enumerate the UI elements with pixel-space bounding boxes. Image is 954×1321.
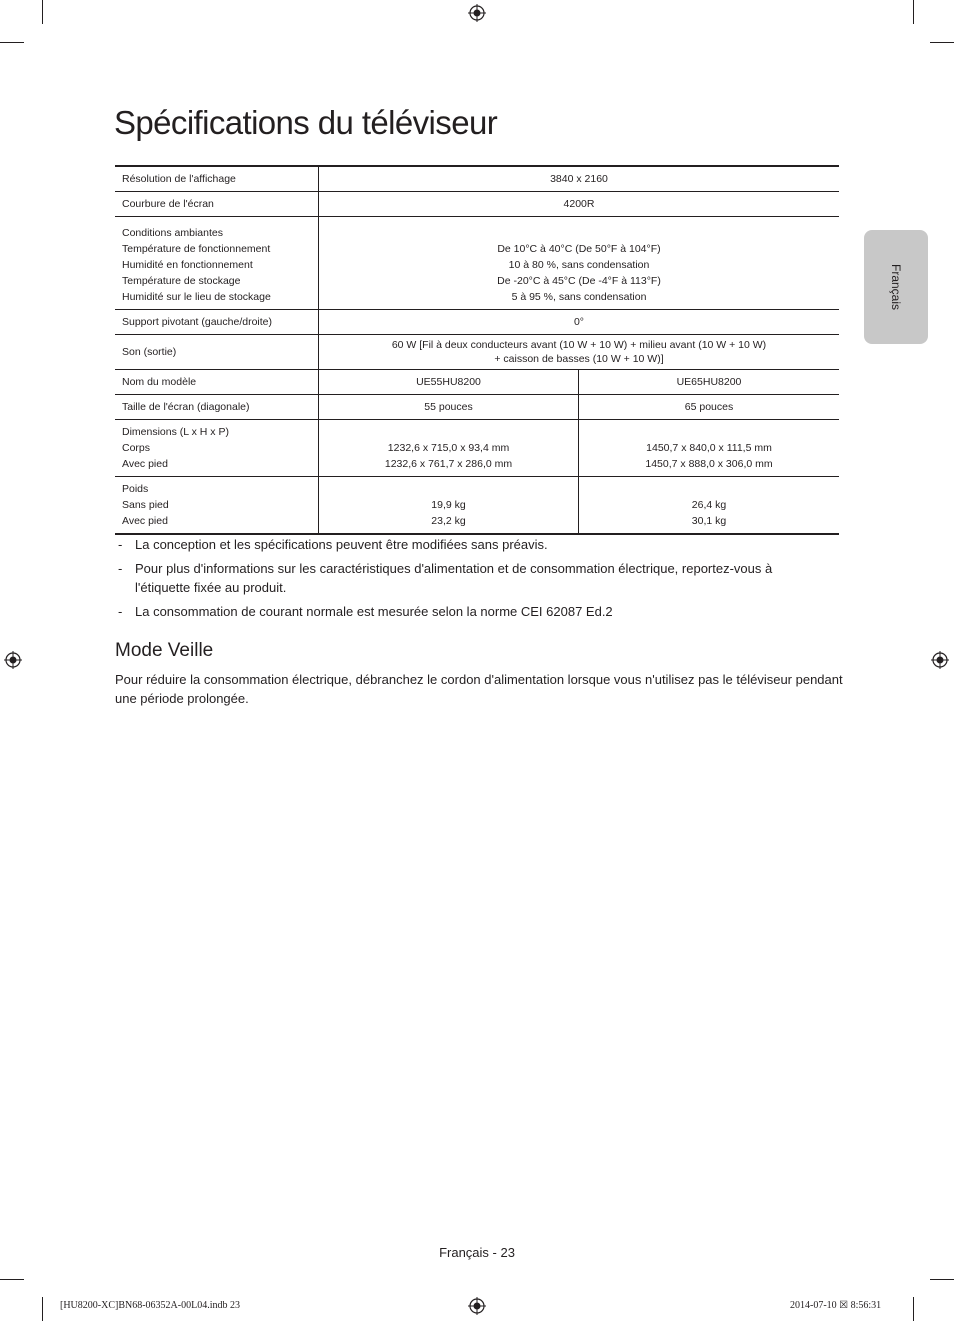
bullet-dash: - (118, 604, 123, 619)
spec-label-line: Humidité sur le lieu de stockage (122, 291, 271, 303)
spec-label (115, 420, 319, 477)
spec-label-line: Température de stockage (122, 275, 241, 287)
registration-mark-icon (931, 651, 949, 669)
section-heading: Mode Veille (115, 640, 214, 661)
table-row (115, 192, 839, 217)
notes-list (115, 535, 795, 626)
spec-value-line: + caisson de basses (10 W + 10 W)] (494, 353, 664, 365)
language-side-tab (864, 230, 928, 344)
list-item (115, 535, 795, 554)
spec-value: 0° (319, 310, 840, 335)
table-row (115, 420, 839, 477)
list-item (115, 559, 795, 597)
spec-label: Support pivotant (gauche/droite) (115, 310, 319, 335)
spec-value-model-b: UE65HU8200 (579, 370, 840, 395)
note-text: Pour plus d'informations sur les caractéristiques d'alimentation et de consommation électrique, reportez-vous à l'étiquette fixée au produit. (135, 561, 773, 595)
table-row (115, 370, 839, 395)
crop-mark (0, 1279, 24, 1280)
spec-value-model-a (319, 477, 579, 535)
spec-value-line: 23,2 kg (431, 515, 466, 527)
table-row (115, 217, 839, 310)
spec-value-line: 60 W [Fil à deux conducteurs avant (10 W + 10 W) + milieu avant (10 W + 10 W) (391, 339, 767, 351)
spec-value-model-b (579, 420, 840, 477)
page-title: Spécifications du téléviseur (114, 104, 498, 141)
spec-value-line: 26,4 kg (691, 499, 727, 511)
crop-mark (930, 1279, 954, 1280)
side-tab-label: Français (889, 263, 903, 311)
spec-label-line: Sans pied (122, 499, 169, 511)
spec-value: 3840 x 2160 (319, 166, 840, 192)
spec-value-line: 5 à 95 %, sans condensation (511, 291, 647, 303)
table-row (115, 395, 839, 420)
spec-value (319, 217, 840, 310)
spec-label (115, 217, 319, 310)
spec-value-model-a: 55 pouces (319, 395, 579, 420)
spec-label-line: Avec pied (122, 515, 168, 527)
spec-value-line: 1232,6 x 715,0 x 93,4 mm (387, 442, 510, 454)
spec-label-line: Dimensions (L x H x P) (122, 426, 229, 438)
spec-label: Son (sortie) (115, 335, 319, 370)
spec-label-line: Température de fonctionnement (122, 243, 271, 255)
registration-mark-icon (468, 4, 486, 22)
section-paragraph: Pour réduire la consommation électrique, débranchez le cordon d'alimentation lorsque vous n'utilisez pas le téléviseur pendant une période prolongée. (115, 672, 843, 706)
spec-value: 4200R (319, 192, 840, 217)
note-text: La conception et les spécifications peuvent être modifiées sans préavis. (135, 537, 548, 552)
spec-value-model-a: UE55HU8200 (319, 370, 579, 395)
crop-mark (930, 42, 954, 43)
spec-label: Courbure de l'écran (115, 192, 319, 217)
spec-label: Nom du modèle (115, 370, 319, 395)
crop-mark (0, 42, 24, 43)
spec-value-line: 1450,7 x 840,0 x 111,5 mm (646, 442, 772, 454)
spec-label-line: Conditions ambiantes (122, 227, 223, 239)
registration-mark-icon (4, 651, 22, 669)
table-row (115, 335, 839, 370)
bullet-dash: - (118, 561, 123, 576)
spec-value-model-b (579, 477, 840, 535)
page-footer: Français - 23 (439, 1245, 515, 1260)
spec-value-model-b: 65 pouces (579, 395, 840, 420)
table-row (115, 477, 839, 535)
table-row (115, 166, 839, 192)
spec-value-line: 1232,6 x 761,7 x 286,0 mm (384, 458, 513, 470)
spec-value-line: 19,9 kg (431, 499, 466, 511)
spec-value-line: 1450,7 x 888,0 x 306,0 mm (645, 458, 773, 470)
spec-value-line: De -20°C à 45°C (De -4°F à 113°F) (497, 275, 661, 287)
spec-label-line: Avec pied (122, 458, 168, 470)
spec-value-line: 30,1 kg (691, 515, 727, 527)
spec-value (319, 335, 840, 370)
spec-value-model-a (319, 420, 579, 477)
spec-label: Résolution de l'affichage (115, 166, 319, 192)
crop-mark (913, 1297, 914, 1321)
print-slug-date: 2014-07-10 ☒ 8:56:31 (790, 1300, 882, 1311)
spec-label-line: Humidité en fonctionnement (122, 259, 253, 271)
spec-label (115, 477, 319, 535)
table-row (115, 310, 839, 335)
list-item (115, 602, 795, 621)
registration-mark-icon (468, 1297, 486, 1315)
spec-table (115, 165, 839, 535)
spec-label: Taille de l'écran (diagonale) (115, 395, 319, 420)
bullet-dash: - (118, 537, 123, 552)
spec-label-line: Poids (122, 483, 149, 495)
crop-mark (913, 0, 914, 24)
crop-mark (42, 0, 43, 24)
note-text: La consommation de courant normale est mesurée selon la norme CEI 62087 Ed.2 (135, 604, 613, 619)
print-slug-file: [HU8200-XC]BN68-06352A-00L04.indb 23 (60, 1300, 240, 1311)
spec-label-line: Corps (122, 442, 151, 454)
crop-mark (42, 1297, 43, 1321)
spec-value-line: De 10°C à 40°C (De 50°F à 104°F) (497, 243, 661, 255)
spec-value-line: 10 à 80 %, sans condensation (508, 259, 650, 271)
